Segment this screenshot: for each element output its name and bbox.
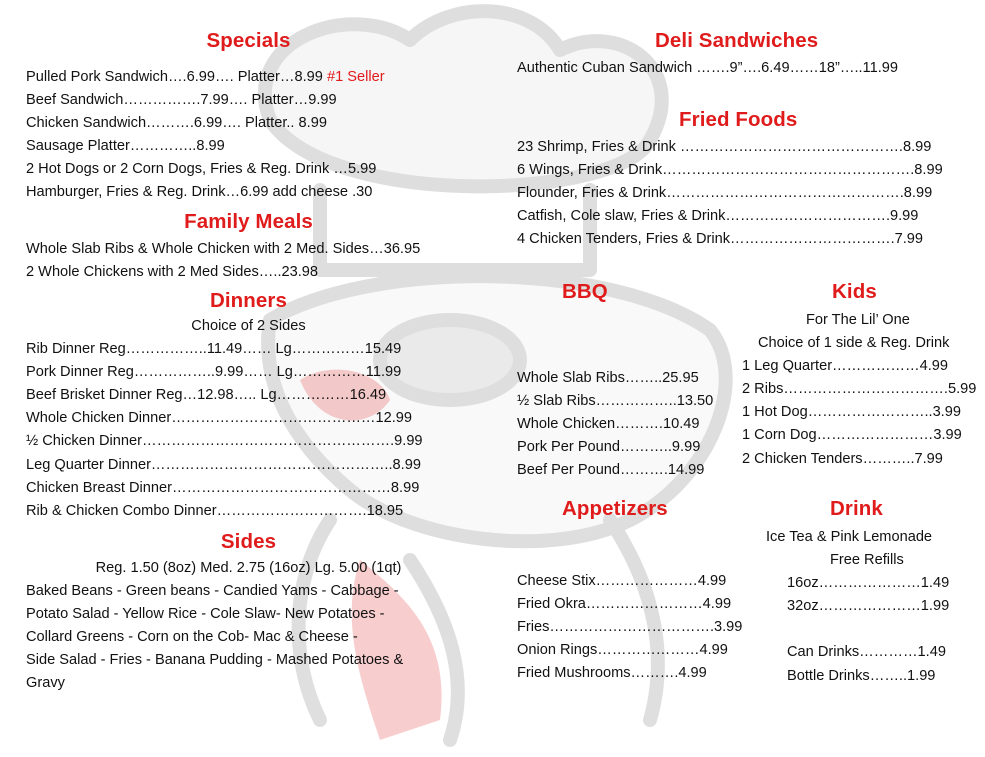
menu-item: Cheese Stix…………………4.99 (517, 573, 727, 589)
menu-item: Fries…………………………….3.99 (517, 619, 743, 636)
menu-item: 2 Chicken Tenders………..7.99 (742, 450, 943, 467)
best-seller-badge: #1 Seller (326, 69, 385, 85)
menu-item: 32oz…………………1.99 (787, 598, 950, 615)
menu-item: 2 Ribs…………………………….5.99 (742, 381, 977, 398)
kids-title: Kids (832, 280, 877, 303)
menu-item: ½ Chicken Dinner…………………………………………….9.99 (26, 433, 423, 450)
deli-title: Deli Sandwiches (655, 29, 819, 52)
menu-item: Hamburger, Fries & Reg. Drink…6.99 add cheese .30 (26, 184, 373, 201)
menu-item: Onion Rings…………………4.99 (517, 642, 728, 659)
kids-section (742, 279, 977, 471)
deli-section (517, 28, 962, 80)
sides-sizes: Reg. 1.50 (8oz) Med. 2.75 (16oz) Lg. 5.00 (1qt) (95, 560, 402, 576)
appetizers-section (517, 496, 743, 685)
menu-item: Beef Brisket Dinner Reg…12.98….. Lg……………16.49 (26, 387, 387, 404)
menu-item: Beef Per Pound……….14.99 (517, 462, 705, 479)
menu-item: 2 Whole Chickens with 2 Med Sides…..23.98 (26, 264, 319, 281)
menu-item: 16oz…………………1.49 (787, 575, 950, 592)
dinners-title: Dinners (209, 289, 288, 312)
menu-item: Rib Dinner Reg……………..11.49…… Lg……………15.49 (26, 341, 402, 358)
menu-item: Fried Mushrooms……….4.99 (517, 665, 707, 682)
menu-item: Pulled Pork Sandwich….6.99…. Platter…8.99 #1 Seller (26, 69, 385, 85)
sides-line: Collard Greens - Corn on the Cob- Mac & Cheese - (26, 629, 358, 646)
menu-item: Bottle Drinks……..1.99 (787, 667, 936, 684)
menu-item: ½ Slab Ribs……………..13.50 (517, 393, 714, 410)
menu-item: Rib & Chicken Combo Dinner………………………….18.95 (26, 502, 404, 519)
specials-section (26, 28, 471, 205)
menu-item: Whole Slab Ribs……..25.95 (517, 370, 699, 386)
menu-item: Whole Chicken Dinner……………………………………12.99 (26, 410, 413, 427)
sides-line: Potato Salad - Yellow Rice - Cole Slaw- New Potatoes - (26, 606, 385, 623)
drink-subtitle: Free Refills (830, 552, 904, 569)
menu-item: 6 Wings, Fries & Drink…………………………………………….8.99 (517, 162, 943, 179)
menu-item: Pork Per Pound………..9.99 (517, 439, 701, 456)
bbq-section (517, 279, 727, 482)
menu-item: Catfish, Cole slaw, Fries & Drink…………………………….9.99 (517, 208, 919, 225)
menu-item: 1 Leg Quarter………………4.99 (742, 358, 949, 375)
fried-foods-title: Fried Foods (679, 108, 798, 131)
fried-foods-section (517, 107, 962, 251)
kids-subtitle: For The Lil’ One (806, 312, 910, 328)
bbq-title: BBQ (562, 280, 608, 303)
menu-item: 23 Shrimp, Fries & Drink ……………………………………….8.99 (517, 139, 932, 155)
kids-subtitle: Choice of 1 side & Reg. Drink (758, 335, 950, 352)
dinners-section (26, 288, 471, 523)
sides-title: Sides (220, 530, 277, 553)
menu-item: Authentic Cuban Sandwich …….9”….6.49……18”…..11.99 (517, 60, 898, 76)
menu-item: Can Drinks…………1.49 (787, 644, 946, 661)
sides-line: Baked Beans - Green beans - Candied Yams - Cabbage - (26, 583, 399, 600)
menu-item: Pork Dinner Reg……………..9.99…… Lg……………11.99 (26, 364, 402, 381)
family-meals-section (26, 209, 471, 284)
menu-item: 1 Hot Dog……………………..3.99 (742, 404, 961, 421)
sides-line: Gravy (26, 675, 65, 692)
menu-item: Whole Slab Ribs & Whole Chicken with 2 Med. Sides…36.95 (26, 241, 421, 257)
sides-section (26, 529, 471, 696)
drink-title: Drink (830, 497, 883, 520)
menu-item: Chicken Sandwich……….6.99…. Platter.. 8.99 (26, 115, 327, 132)
menu-item: Chicken Breast Dinner………………………………………8.99 (26, 479, 420, 496)
appetizers-title: Appetizers (562, 497, 668, 520)
menu-item-spacer (742, 618, 967, 641)
menu-item: Sausage Platter…………..8.99 (26, 138, 225, 155)
menu-item: 4 Chicken Tenders, Fries & Drink…………………………….7.99 (517, 231, 924, 248)
dinners-subtitle: Choice of 2 Sides (191, 318, 306, 334)
menu-item: 1 Corn Dog……………………3.99 (742, 427, 962, 444)
menu-item: Flounder, Fries & Drink………………………………………….8.99 (517, 185, 933, 202)
specials-title: Specials (206, 29, 291, 52)
family-meals-title: Family Meals (184, 210, 313, 233)
drink-subtitle: Ice Tea & Pink Lemonade (766, 529, 933, 545)
menu-item: Fried Okra……………………4.99 (517, 596, 732, 613)
menu-item: Leg Quarter Dinner…………………………………………..8.99 (26, 456, 421, 473)
sides-line: Side Salad - Fries - Banana Pudding - Mashed Potatoes & (26, 652, 404, 669)
menu-item: Whole Chicken……….10.49 (517, 416, 700, 433)
drink-section (742, 496, 967, 688)
menu-item: Beef Sandwich…………….7.99…. Platter…9.99 (26, 92, 337, 109)
menu-item: 2 Hot Dogs or 2 Corn Dogs, Fries & Reg. Drink …5.99 (26, 161, 377, 178)
